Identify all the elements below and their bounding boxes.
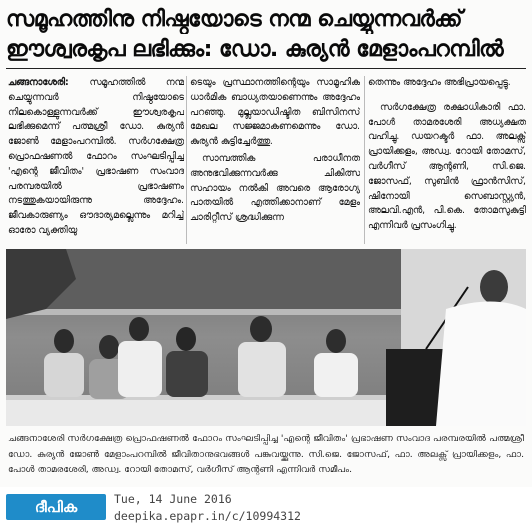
article-column-2 [190, 76, 360, 246]
column-divider [186, 76, 187, 244]
photo-caption: ചങ്ങനാശേരി സർഗക്ഷേത്ര പ്രൊഫഷണൽ ഫോറം സംഘടിപ്പിച്ച 'എന്റെ ജീവിതം' പ്രഭാഷണ സംവാദ പരമ്പരയിൽ പത്മശ്രീ ഡോ. കുര്യൻ ജോൺ മേളാംപറമ്പിൽ ജീവിതാനുഭവങ്ങൾ പങ്കുവയ്ക്കുന്നു. സി.ജെ. ജോസഫ്, ഫാ. അലക്സ് പ്രായിക്കളം, ഫാ. പോൾ താമരശേരി, അഡ്വ. റോയി തോമസ്, വർഗീസ് ആന്റണി എന്നിവർ സമീപം. [8, 433, 524, 475]
headline-rule [6, 68, 526, 69]
headline-line-2: ഈശ്വരകൃപ ലഭിക്കും: ഡോ. കുര്യൻ മേളാംപറമ്പിൽ [6, 37, 504, 62]
event-photo-image [6, 249, 526, 426]
column-1-text: സമൂഹത്തിൽ നന്മ ചെയ്യുന്നവർ നിഷ്ഠയോടെ നിലകൊള്ളുന്നവർക്ക് ഈശ്വരകൃപ ലഭിക്കുമെന്ന് പത്മശ്രീ ഡോ. കുര്യൻ ജോൺ മേളാംപറമ്പിൽ. സർഗക്ഷേത്ര പ്രൊഫഷണൽ ഫോറം സംഘടിപ്പിച്ച 'എന്റെ ജീവിതം' പ്രഭാഷണ സംവാദ പരമ്പരയിൽ പ്രഭാഷണം നടത്തുകയായിരുന്നു അദ്ദേഹം. ജീവകാരുണ്യം ഔദാര്യമല്ലെന്നും മറിച്ച് ഓരോ വ്യക്തിയു [8, 77, 184, 236]
column-2-paragraph-1: ടെയും പ്രസ്ഥാനത്തിന്റെയും സാമൂഹിക ധാർമിക ബാധ്യതയാണെന്നും അദ്ദേഹം പറഞ്ഞു. മുല്ലയാഡിഷ്ടിത ബിസിനസ് മേഖല സജ്ജമാകണമെന്നും ഡോ. കുര്യൻ കുട്ടിച്ചേർത്തു. [190, 77, 360, 148]
article-column-1 [8, 76, 184, 246]
logo-text: ദീപിക [34, 498, 78, 516]
column-2-paragraph-2: സാമ്പത്തിക പരാധീനത അനുഭവിക്കുന്നവർക്കു ചികിത്സ സഹായം നൽകി അവരെ ആരോഗ്യ പാതയിൽ എത്തിക്കാനാണ് മേളം ചാരിറ്റീസ് ശ്രദ്ധിക്കുന്ന [190, 153, 360, 224]
deepika-logo[interactable] [6, 494, 106, 520]
dateline: ചങ്ങനാശേരി: [8, 77, 69, 88]
publication-date: Tue, 14 June 2016 [114, 492, 232, 506]
event-photo [6, 249, 526, 426]
headline-line-1: സമൂഹത്തിനു നിഷ്ഠയോടെ നന്മ ചെയ്യുന്നവർക്ക് [6, 7, 463, 32]
column-divider [364, 76, 365, 244]
column-3-paragraph-2: സർഗക്ഷേത്ര രക്ഷാധികാരി ഫാ. പോൾ താമരശേരി അധ്യക്ഷത വഹിച്ചു. ഡയറക്ടർ ഫാ. അലക്സ് പ്രായിക്കളം, അഡ്വ. റോയി തോമസ്, വർഗീസ് ആന്റണി, സി.ജെ. ജോസഫ്, സുബിൻ ഫ്രാൻസിസ്, ഷിനോയി സെബാസ്റ്റ്യൻ, അലവി.എൻ, പി.കെ. തോമസുകുട്ടി എന്നിവർ പ്രസംഗിച്ചു. [368, 101, 526, 232]
column-3-paragraph-1: തെന്നും അദ്ദേഹം അഭിപ്രായപ്പെട്ടു. [368, 77, 511, 88]
epaper-url[interactable]: deepika.epapr.in/c/10994312 [114, 509, 301, 523]
article-column-3 [368, 76, 526, 246]
